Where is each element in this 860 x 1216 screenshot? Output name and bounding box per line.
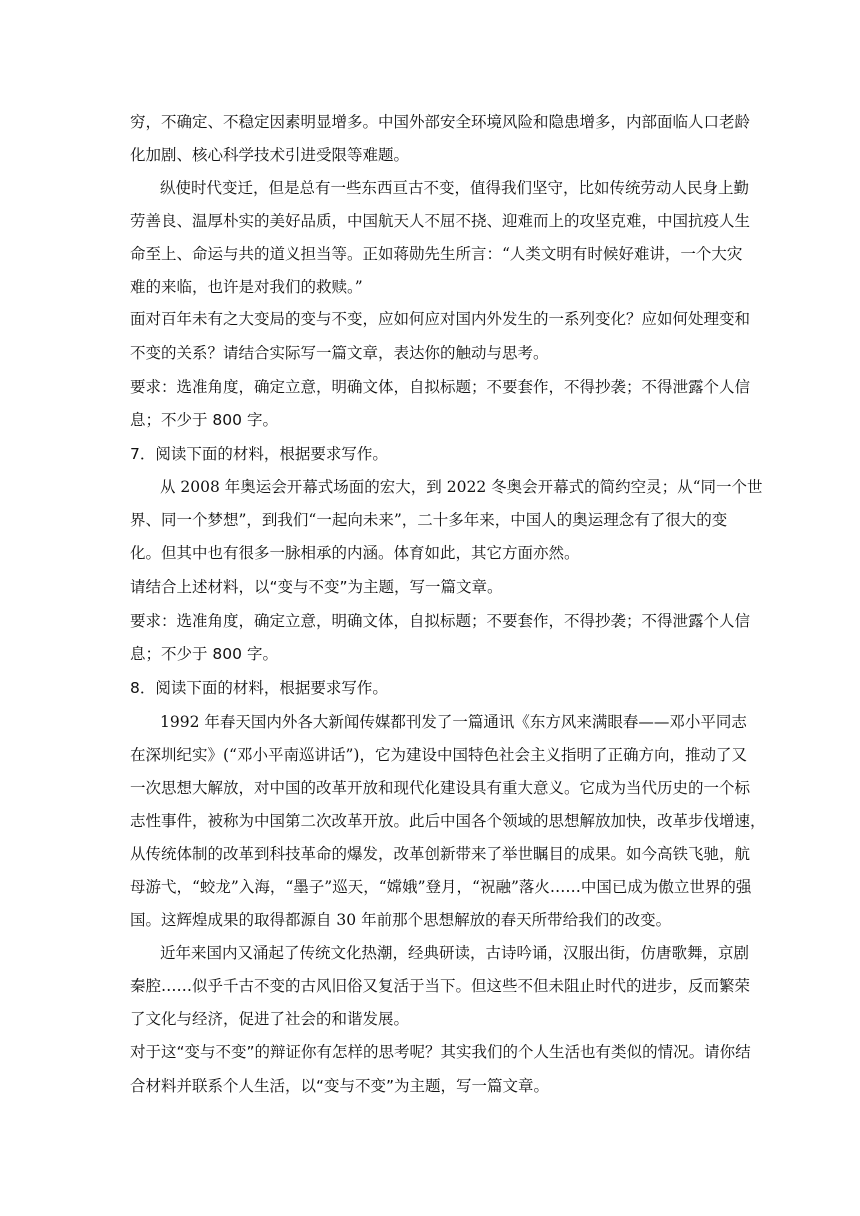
paragraph-line: 志性事件，被称为中国第二次改革开放。此后中国各个领域的思想解放加快，改革步伐增速， [130,812,766,830]
paragraph-line: 近年来国内又涌起了传统文化热潮，经典研读，古诗吟诵，汉服出街，仿唐歌舞，京剧 [160,944,750,962]
prompt-line: 不变的关系？请结合实际写一篇文章，表达你的触动与思考。 [130,344,549,362]
prompt-line: 对于这“变与不变”的辩证你有怎样的思考呢？其实我们的个人生活也有类似的情况。请你结 [130,1043,751,1061]
requirement-line: 要求：选准角度，确定立意，明确文体，自拟标题；不要套作，不得抄袭；不得泄露个人信 [130,378,751,396]
paragraph-line: 命至上、命运与共的道义担当等。正如蒋勋先生所言：“人类文明有时候好难讲，一个大灾 [130,245,743,263]
paragraph-line: 一次思想大解放，对中国的改革开放和现代化建设具有重大意义。它成为当代历史的一个标 [130,779,751,797]
question-heading: 7．阅读下面的材料，根据要求写作。 [130,445,388,463]
paragraph-line: 化加剧、核心科学技术引进受限等难题。 [130,146,410,164]
prompt-line: 合材料并联系个人生活，以“变与不变”为主题，写一篇文章。 [130,1077,550,1095]
prompt-line: 面对百年未有之大变局的变与不变，应如何应对国内外发生的一系列变化？应如何处理变和 [130,310,751,328]
paragraph-line: 秦腔……似乎千古不变的古风旧俗又复活于当下。但这些不但未阻止时代的进步，反而繁荣 [130,977,751,995]
paragraph-line: 在深圳纪实》(“邓小平南巡讲话”)，它为建设中国特色社会主义指明了正确方向，推动了又 [130,746,747,764]
prompt-line: 请结合上述材料，以“变与不变”为主题，写一篇文章。 [130,578,503,596]
paragraph-line: 化。但其中也有很多一脉相承的内涵。体育如此，其它方面亦然。 [130,544,580,562]
requirement-line: 息；不少于 800 字。 [130,645,278,663]
requirement-line: 息；不少于 800 字。 [130,411,278,429]
paragraph-line: 纵使时代变迁，但是总有一些东西亘古不变，值得我们坚守，比如传统劳动人民身上勤 [160,179,750,197]
question-heading: 8．阅读下面的材料，根据要求写作。 [130,679,388,697]
paragraph-line: 从 2008 年奥运会开幕式场面的宏大，到 2022 冬奥会开幕式的简约空灵；从“同一个世 [160,478,763,496]
paragraph-line: 界、同一个梦想”，到我们“一起向未来”，二十多年来，中国人的奥运理念有了很大的变 [130,511,728,529]
paragraph-line: 穷，不确定、不稳定因素明显增多。中国外部安全环境风险和隐患增多，内部面临人口老龄 [130,113,751,131]
paragraph-line: 母游弋，“蛟龙”入海，“墨子”巡天，“嫦娥”登月，“祝融”落火……中国已成为傲立世界的强 [130,878,752,896]
paragraph-line: 国。这辉煌成果的取得都源自 30 年前那个思想解放的春天所带给我们的改变。 [130,911,672,929]
paragraph-line: 了文化与经济，促进了社会的和谐发展。 [130,1010,410,1028]
paragraph-line: 难的来临，也许是对我们的救赎。” [130,278,363,296]
paragraph-line: 从传统体制的改革到科技革命的爆发，改革创新带来了举世瞩目的成果。如今高铁飞驰，航 [130,845,751,863]
paragraph-line: 劳善良、温厚朴实的美好品质，中国航天人不屈不挠、迎难而上的攻坚克难，中国抗疫人生 [130,212,751,230]
paragraph-line: 1992 年春天国内外各大新闻传媒都刊发了一篇通讯《东方风来满眼春——邓小平同志 [160,713,747,731]
requirement-line: 要求：选准角度，确定立意，明确文体，自拟标题；不要套作，不得抄袭；不得泄露个人信 [130,612,751,630]
